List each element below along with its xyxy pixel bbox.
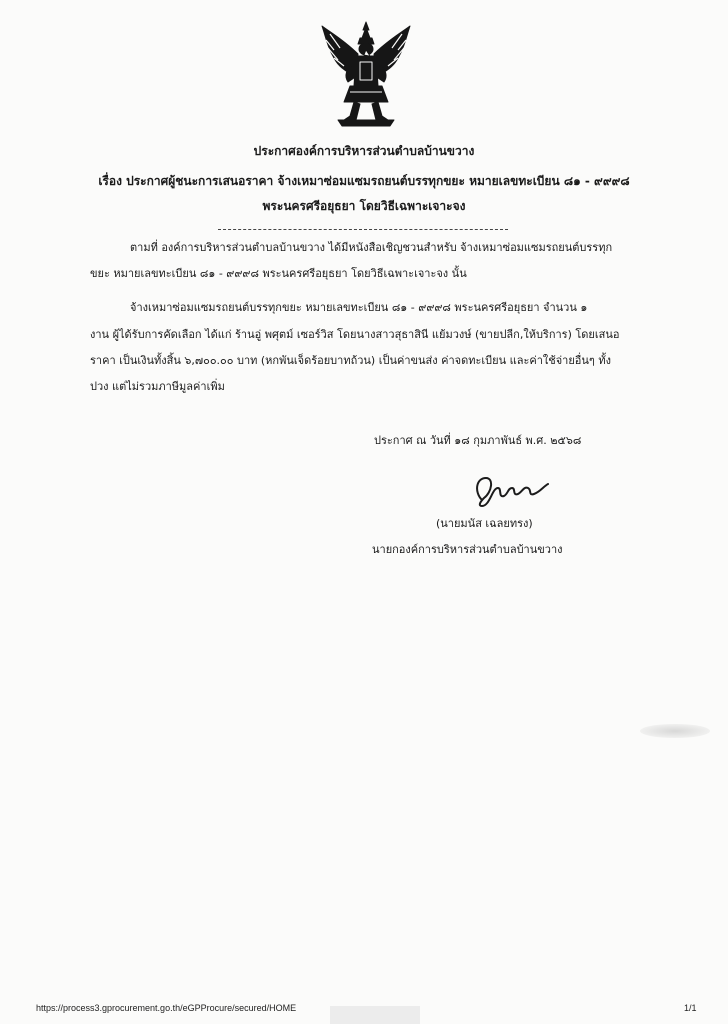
paragraph-2-line-1: จ้างเหมาซ่อมแซมรถยนต์บรรทุกขยะ หมายเลขทะเบียน ๘๑ - ๙๙๙๘ พระนครศรีอยุธยา จำนวน ๑ xyxy=(130,301,588,314)
signer-position: นายกองค์การบริหารส่วนตำบลบ้านขวาง xyxy=(372,543,563,556)
garuda-emblem-icon xyxy=(320,20,412,128)
document-subject: เรื่อง ประกาศผู้ชนะการเสนอราคา จ้างเหมาซ่อมแซมรถยนต์บรรทุกขยะ หมายเลขทะเบียน ๘๑ - ๙๙๙๘ xyxy=(98,174,630,188)
paragraph-1-line-2: ขยะ หมายเลขทะเบียน ๘๑ - ๙๙๙๘ พระนครศรีอยุธยา โดยวิธีเฉพาะเจาะจง นั้น xyxy=(90,267,467,280)
footer-url: https://process3.gprocurement.go.th/eGPProcure/secured/HOME xyxy=(36,1003,297,1013)
handwritten-signature xyxy=(468,470,552,510)
paragraph-2-line-3: ราคา เป็นเงินทั้งสิ้น ๖,๗๐๐.๐๐ บาท (หกพันเจ็ดร้อยบาทถ้วน) เป็นค่าขนส่ง ค่าจดทะเบียน และค่าใช้จ่ายอื่นๆ ทั้ง xyxy=(90,354,611,367)
scan-smudge xyxy=(640,724,710,738)
scan-shadow xyxy=(330,1006,420,1024)
document-subject-cont: พระนครศรีอยุธยา โดยวิธีเฉพาะเจาะจง xyxy=(262,199,466,213)
signer-name: (นายมนัส เฉลยทรง) xyxy=(436,517,533,530)
document-title: ประกาศองค์การบริหารส่วนตำบลบ้านขวาง xyxy=(253,144,475,158)
paragraph-2-line-4: ปวง แต่ไม่รวมภาษีมูลค่าเพิ่ม xyxy=(90,380,225,393)
announcement-date: ประกาศ ณ วันที่ ๑๘ กุมภาพันธ์ พ.ศ. ๒๕๖๘ xyxy=(374,434,582,447)
paragraph-1-line-1: ตามที่ องค์การบริหารส่วนตำบลบ้านขวาง ได้มีหนังสือเชิญชวนสำหรับ จ้างเหมาซ่อมแซมรถยนต์บรรทุก xyxy=(130,241,613,254)
paragraph-2-line-2: งาน ผู้ได้รับการคัดเลือก ได้แก่ ร้านอู่ พศุตม์ เซอร์วิส โดยนางสาวสุธาสินี แย้มวงษ์ (ขายปลีก,ให้บริการ) โดยเสนอ xyxy=(90,328,620,341)
page-number: 1/1 xyxy=(684,1003,697,1013)
heading-divider xyxy=(218,229,508,230)
